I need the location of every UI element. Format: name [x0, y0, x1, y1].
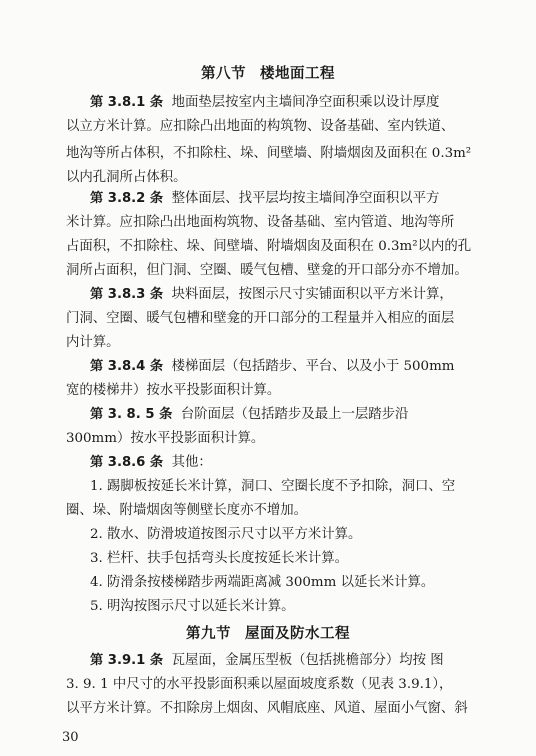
clause-3-8-5-line-2: 300mm）按水平投影面积计算。 — [66, 431, 265, 446]
clause-label: 第 3.8.6 条 — [90, 455, 164, 470]
clause-3-8-2-line-1 — [90, 190, 480, 208]
clause-3-8-3-line-1 — [90, 286, 480, 304]
clause-label: 第 3.8.3 条 — [90, 287, 164, 302]
list-item-4: 4. 防滑条按楼梯踏步两端距离减 300mm 以延长米计算。 — [90, 575, 435, 590]
clause-text: 地面垫层按室内主墙间净空面积乘以设计厚度 — [171, 95, 440, 110]
clause-3-8-4-line-1 — [90, 358, 480, 376]
clause-3-8-3-line-2: 门洞、空圈、暖气包槽和壁龛的开口部分的工程量并入相应的面层 — [66, 311, 455, 326]
clause-3-9-1-line-2: 3. 9. 1 中尺寸的水平投影面积乘以屋面坡度系数（见表 3.9.1）， — [66, 677, 453, 692]
list-item-1-line-2: 圈、垛、附墙烟囱等侧壁长度亦不增加。 — [66, 503, 308, 518]
section-9-heading — [0, 622, 536, 643]
clause-3-8-1-line-3: 地沟等所占体积，不扣除柱、垛、间壁墙、附墙烟囱及面积在 0.3m² 以内孔洞所占体积。 — [66, 146, 472, 185]
clause-text: 楼梯面层（包括踏步、平台、以及小于 500mm — [171, 359, 455, 374]
section-8-number: 第八节 — [201, 66, 246, 82]
clause-3-8-1-line-1 — [90, 94, 480, 112]
list-item-1-line-1: 1. 踢脚板按延长米计算，洞口、空圈长度不予扣除，洞口、空 — [90, 479, 456, 494]
list-item-2: 2. 散水、防滑坡道按图示尺寸以平方米计算。 — [90, 527, 362, 542]
clause-label: 第 3.8.4 条 — [90, 359, 164, 374]
clause-label: 第 3. 8. 5 条 — [90, 407, 173, 422]
clause-3-9-1-line-3: 以平方米计算。不扣除房上烟囱、风帽底座、风道、屋面小气窗、斜 — [66, 701, 468, 716]
section-8-heading — [0, 62, 536, 83]
clause-label: 第 3.8.1 条 — [90, 95, 164, 110]
clause-label: 第 3.9.1 条 — [90, 653, 164, 668]
clause-3-8-4-line-2: 宽的楼梯井）按水平投影面积计算。 — [66, 383, 281, 398]
clause-3-8-2-line-2: 米计算。应扣除凸出地面构筑物、设备基础、室内管道、地沟等所 — [66, 215, 455, 230]
page-number: 30 — [62, 730, 79, 745]
clause-3-8-6-line-1 — [90, 454, 480, 472]
clause-3-8-2-line-4: 洞所占面积，但门洞、空圈、暖气包槽、壁龛的开口部分亦不增加。 — [66, 263, 468, 278]
clause-text: 整体面层、找平层均按主墙间净空面积以平方 — [171, 191, 440, 206]
clause-text: 瓦屋面，金属压型板（包括挑檐部分）均按 图 — [171, 653, 444, 668]
section-8-name: 楼地面工程 — [260, 66, 335, 82]
clause-3-8-5-line-1 — [90, 406, 480, 424]
clause-3-8-1-line-2: 以立方米计算。应扣除凸出地面的构筑物、设备基础、室内铁道、 — [66, 119, 455, 134]
clause-3-8-2-line-3: 占面积，不扣除柱、垛、间壁墙、附墙烟囱及面积在 0.3m²以内的孔 — [66, 239, 472, 254]
list-item-5: 5. 明沟按图示尺寸以延长米计算。 — [90, 599, 295, 614]
clause-text: 台阶面层（包括踏步及最上一层踏步沿 — [180, 407, 409, 422]
clause-3-9-1-line-1 — [90, 652, 480, 670]
list-item-3: 3. 栏杆、扶手包括弯头长度按延长米计算。 — [90, 551, 349, 566]
clause-text: 其他： — [171, 455, 212, 470]
clause-label: 第 3.8.2 条 — [90, 191, 164, 206]
section-9-name: 屋面及防水工程 — [245, 626, 350, 642]
clause-3-8-3-line-3: 内计算。 — [66, 335, 120, 350]
section-9-number: 第九节 — [186, 626, 231, 642]
clause-text: 块料面层，按图示尺寸实铺面积以平方米计算， — [171, 287, 453, 302]
